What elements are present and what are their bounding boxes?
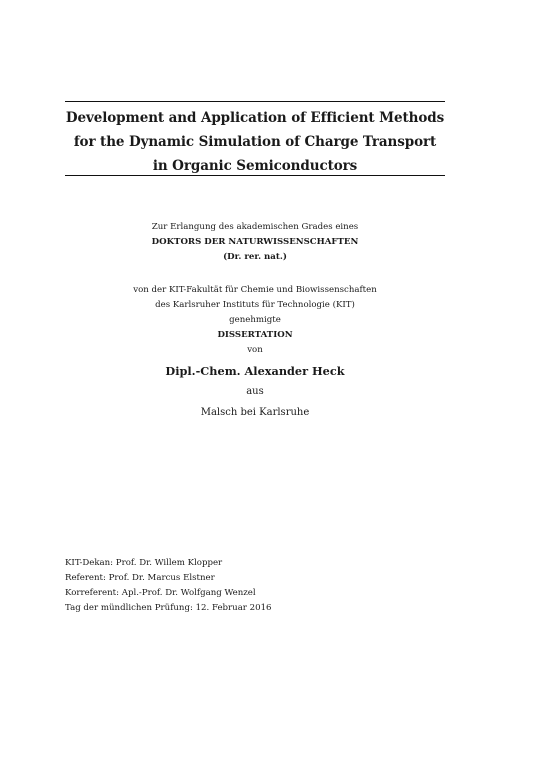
committee-block: [65, 556, 272, 616]
by-text: von: [247, 345, 263, 355]
from-text: aus: [246, 386, 264, 397]
title-rule-top: [65, 101, 445, 102]
exam-date-line: Tag der mündlichen Prüfung: 12. Februar 2016: [65, 603, 272, 613]
faculty-block: [55, 283, 455, 358]
faculty-line-2: des Karlsruher Instituts für Technologie (KIT): [155, 300, 355, 310]
thesis-title: [55, 106, 455, 178]
title-line-1: Development and Application of Efficient Methods: [65, 110, 445, 126]
author-name: Dipl.-Chem. Alexander Heck: [165, 364, 345, 378]
title-line-3: in Organic Semiconductors: [152, 158, 358, 174]
title-rule-bottom: [65, 175, 445, 176]
title-line-2: for the Dynamic Simulation of Charge Transport: [73, 134, 437, 150]
dean-line: KIT-Dekan: Prof. Dr. Willem Klopper: [65, 558, 223, 568]
author-block: [55, 361, 455, 422]
approved-text: genehmigte: [229, 315, 281, 325]
degree-abbreviation: (Dr. rer. nat.): [223, 252, 287, 262]
degree-intro: Zur Erlangung des akademischen Grades eines: [151, 222, 359, 232]
degree-name: DOKTORS DER NATURWISSENSCHAFTEN: [151, 237, 359, 247]
referee-line: Referent: Prof. Dr. Marcus Elstner: [65, 573, 215, 583]
faculty-line-1: von der KIT-Fakultät für Chemie und Biowissenschaften: [133, 285, 377, 295]
author-hometown: Malsch bei Karlsruhe: [200, 407, 310, 418]
degree-block: [55, 220, 455, 265]
document-type: DISSERTATION: [217, 330, 293, 340]
coreferee-line: Korreferent: Apl.-Prof. Dr. Wolfgang Wenzel: [65, 588, 256, 598]
